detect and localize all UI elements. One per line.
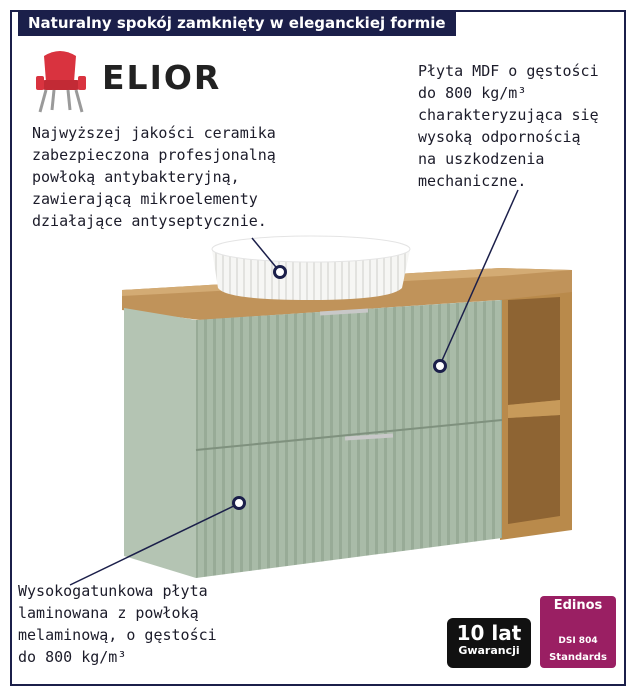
warranty-badge [447,618,531,668]
laminate-description: Wysokogatunkowa płyta laminowana z powłoką melaminową, o gęstości do 800 kg/m³ [18,582,217,666]
warranty-label: Gwarancji [458,644,520,657]
headline-banner: Naturalny spokój zamknięty w eleganckiej formie [18,10,456,36]
ceramic-description: Najwyższej jakości ceramika zabezpieczona profesjonalną powłoką antybakteryjną, zawierającą mikroelementy działające antyseptycznie. [32,124,276,230]
brand-name: ELIOR [102,58,222,97]
edinos-standards-badge [540,596,616,668]
brand-logo [34,52,224,116]
edinos-code: DSI 804 [558,636,598,646]
warranty-years: 10 lat [456,621,522,645]
ceramic-hotspot-marker [273,265,287,279]
mdf-hotspot-marker [433,359,447,373]
edinos-title: Edinos [553,598,603,613]
mdf-description: Płyta MDF o gęstości do 800 kg/m³ charakteryzująca się wysoką odpornością na uszkodzenia mechaniczne. [418,62,599,190]
ceramic-sink [212,236,410,300]
cabinet-body [124,300,502,578]
edinos-standards-label: Standards [549,652,607,663]
open-shelf-unit [500,286,572,540]
laminate-hotspot-marker [232,496,246,510]
